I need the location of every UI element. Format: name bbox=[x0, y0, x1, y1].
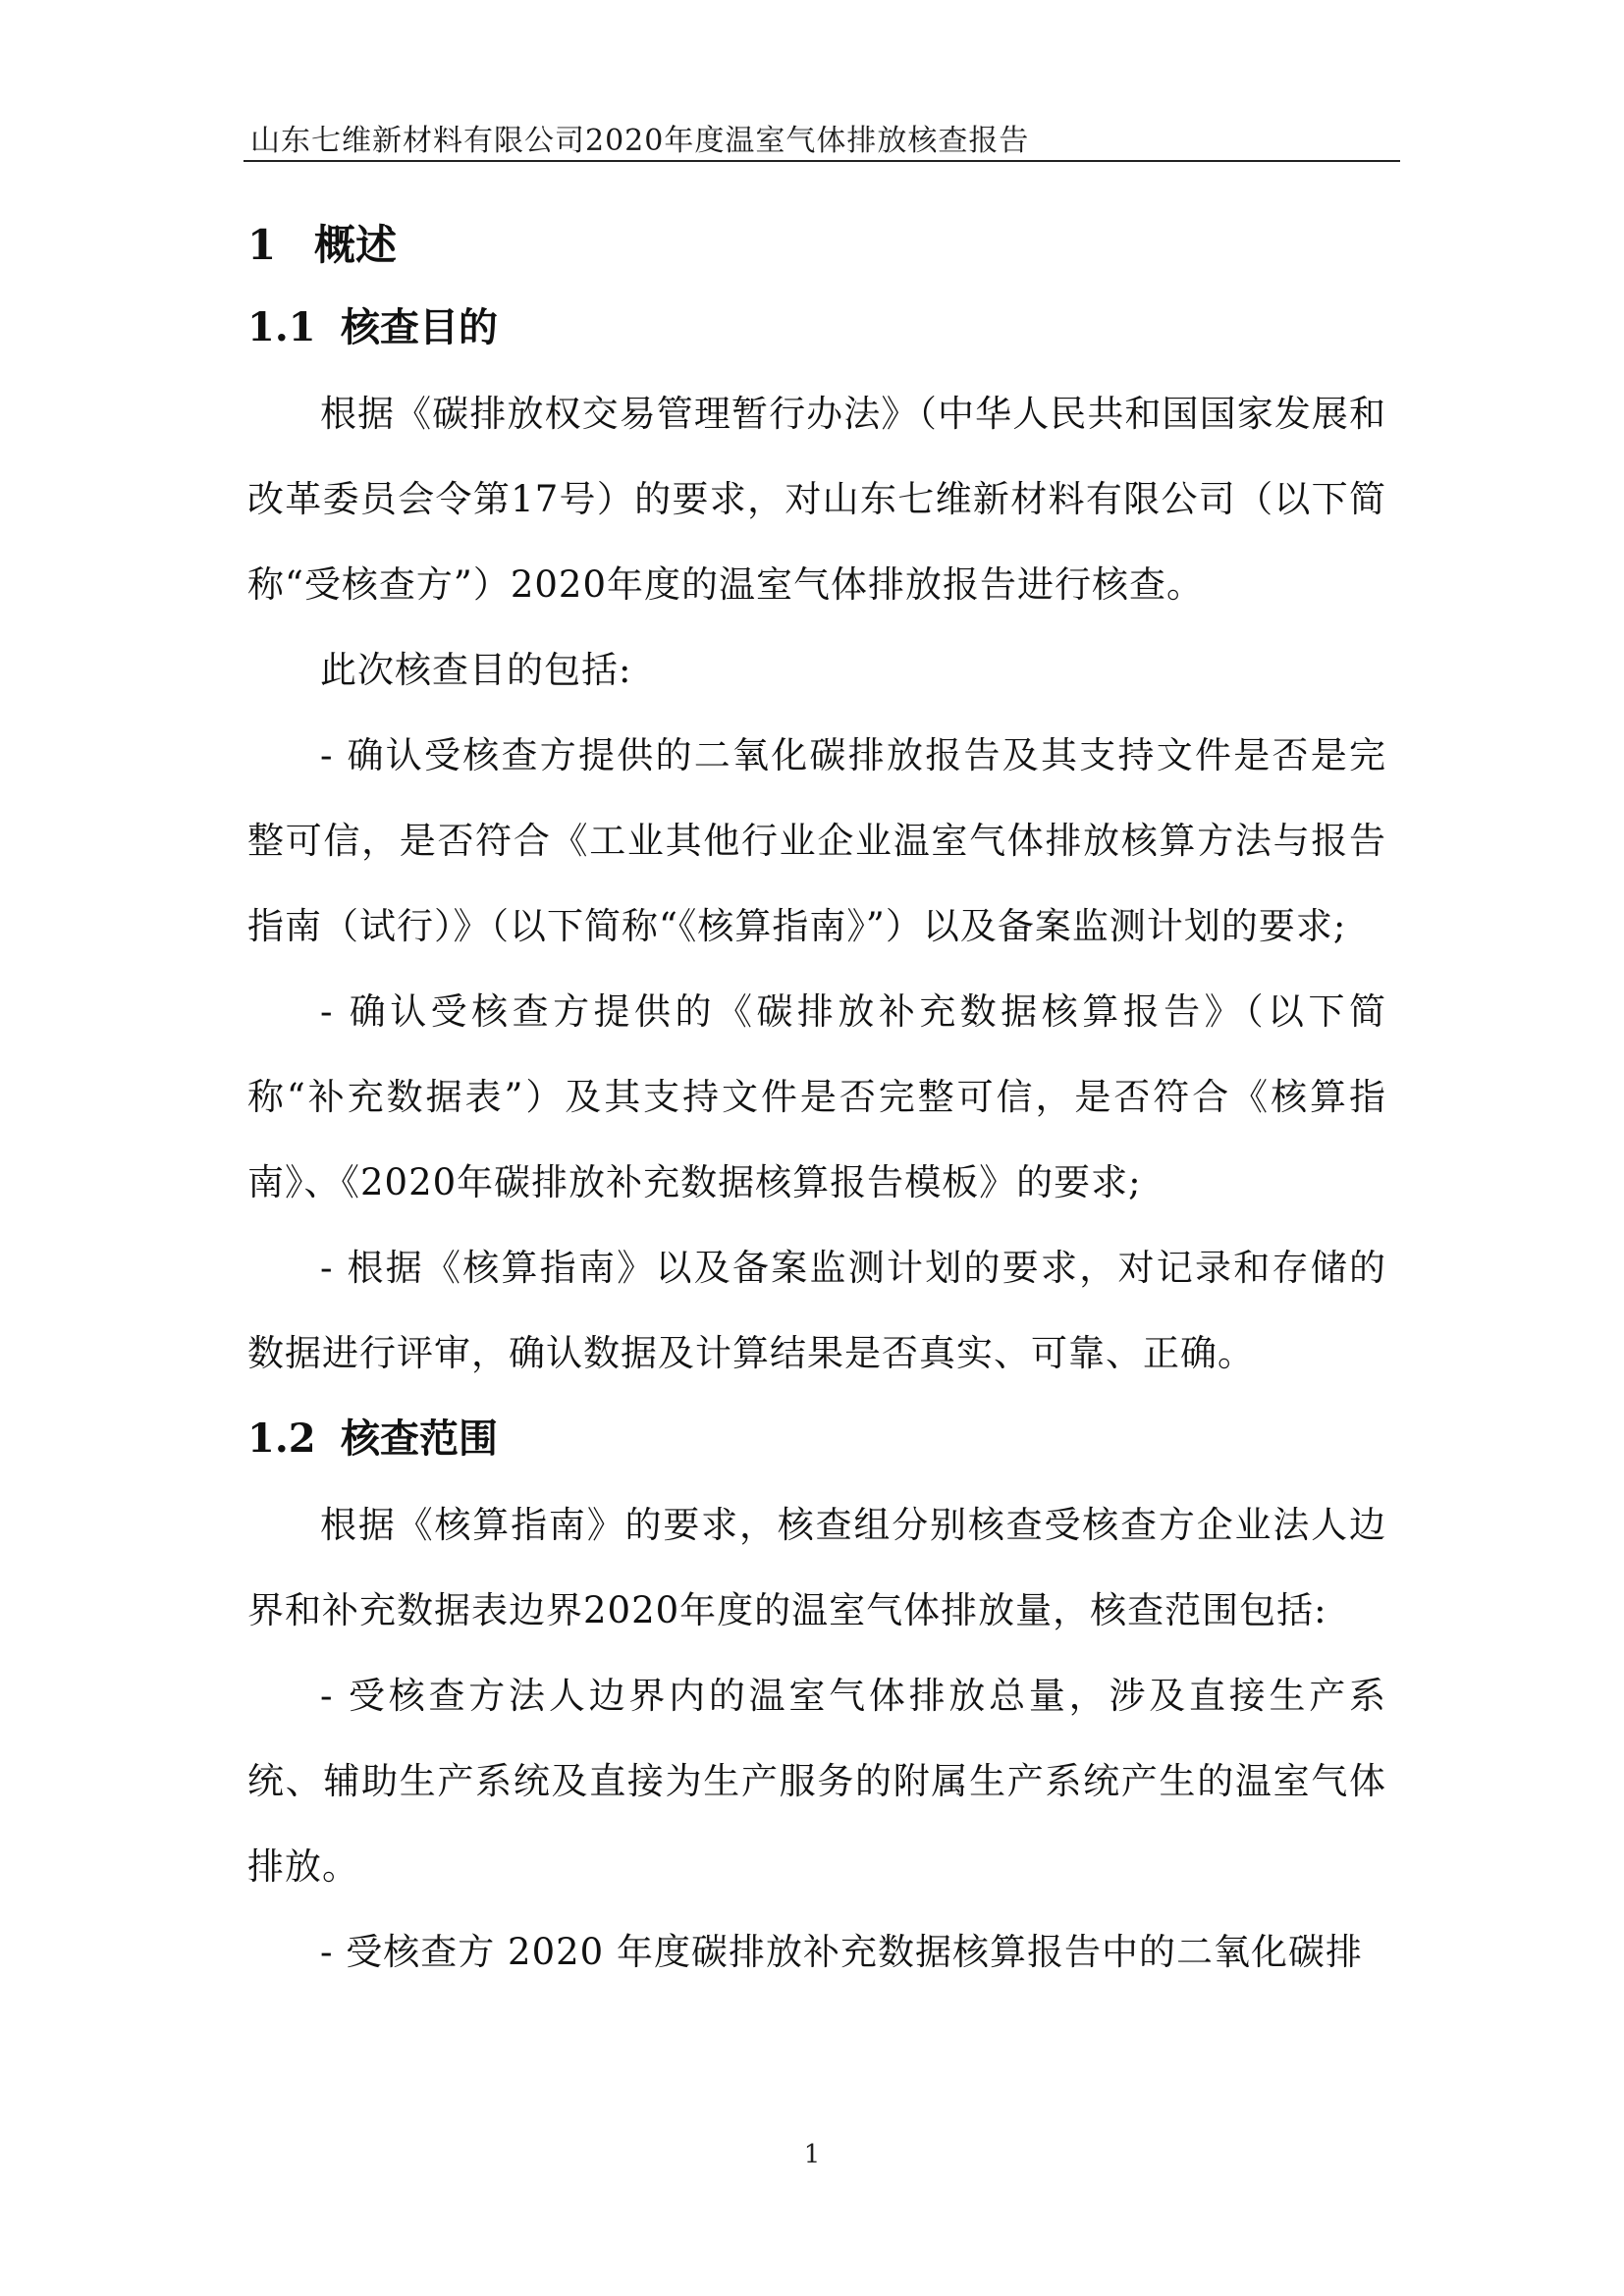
paragraph: - 确认受核查方提供的《碳排放补充数据核算报告》（以下简称“补充数据表”）及其支持文件是否完整可信，是否符合《核算指南》、《2020年碳排放补充数据核算报告模板》的要求; bbox=[247, 990, 1386, 1203]
page-body bbox=[247, 206, 1386, 1995]
section-heading-1-1 bbox=[247, 285, 1386, 371]
section-title: 概述 bbox=[314, 221, 398, 269]
paragraph: - 受核查方 2020 年度碳排放补充数据核算报告中的二氧化碳排 bbox=[320, 1931, 1363, 1973]
paragraph: - 受核查方法人边界内的温室气体排放总量，涉及直接生产系统、辅助生产系统及直接为生产服务的附属生产系统产生的温室气体排放。 bbox=[247, 1675, 1386, 1888]
page-number: 1 bbox=[803, 2140, 821, 2169]
running-header: 山东七维新材料有限公司2020年度温室气体排放核查报告 bbox=[250, 124, 1030, 158]
paragraph: - 确认受核查方提供的二氧化碳排放报告及其支持文件是否是完整可信，是否符合《工业其他行业企业温室气体排放核算方法与报告指南（试行）》（以下简称“《核算指南》”）以及备案监测计划的要求; bbox=[247, 734, 1386, 947]
paragraph: 根据《核算指南》的要求，核查组分别核查受核查方企业法人边界和补充数据表边界2020年度的温室气体排放量，核查范围包括: bbox=[247, 1504, 1386, 1631]
paragraph: 此次核查目的包括: bbox=[320, 649, 632, 691]
section-heading-1-2 bbox=[247, 1396, 1386, 1482]
section-heading-1 bbox=[247, 206, 1386, 285]
header-divider bbox=[244, 160, 1400, 162]
section-number: 1 bbox=[247, 221, 277, 269]
section-title: 核查目的 bbox=[341, 304, 498, 350]
paragraph: 根据《碳排放权交易管理暂行办法》（中华人民共和国国家发展和改革委员会令第17号）的要求，对山东七维新材料有限公司（以下简称“受核查方”）2020年度的温室气体排放报告进行核查。 bbox=[247, 393, 1386, 606]
paragraph: - 根据《核算指南》以及备案监测计划的要求，对记录和存储的数据进行评审，确认数据及计算结果是否真实、可靠、正确。 bbox=[247, 1247, 1386, 1374]
section-title: 核查范围 bbox=[341, 1415, 498, 1462]
section-number: 1.2 bbox=[247, 1415, 316, 1462]
section-number: 1.1 bbox=[247, 304, 316, 350]
